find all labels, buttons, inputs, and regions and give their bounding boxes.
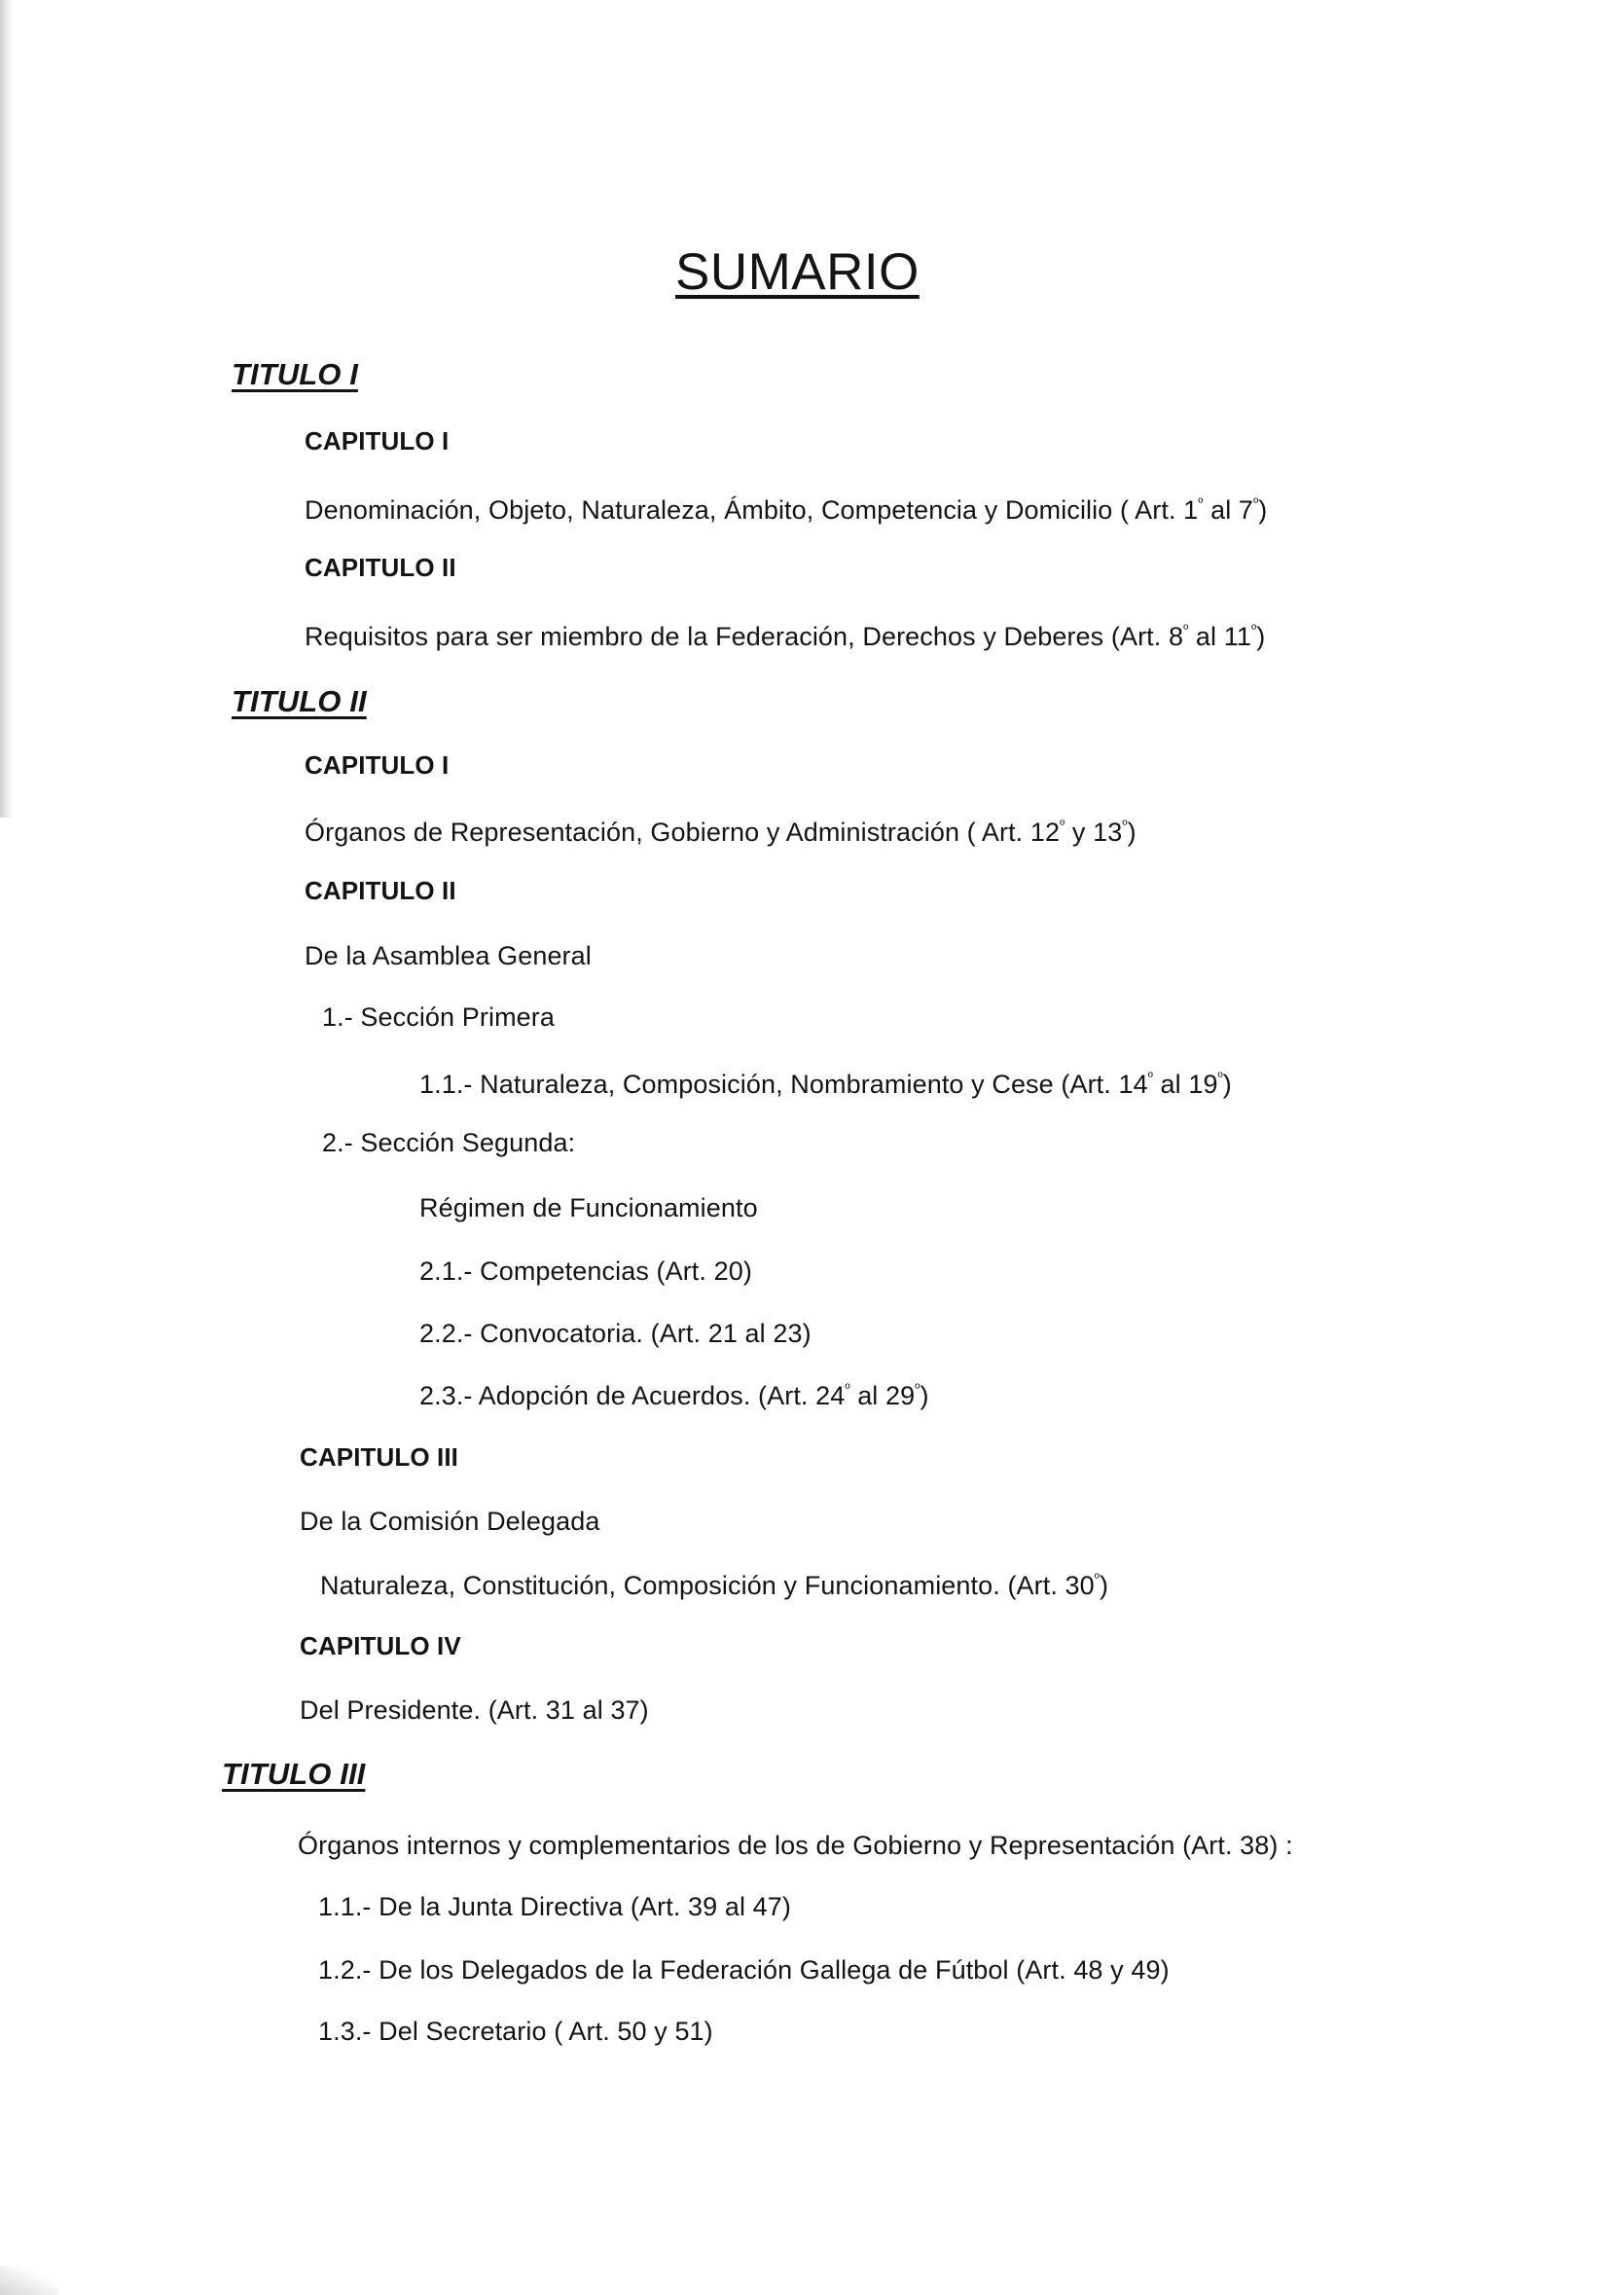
toc-entry: Denominación, Objeto, Naturaleza, Ámbito, Competencia y Domicilio ( Art. $1^º$ al $7^º$) bbox=[305, 494, 1268, 525]
capitulo-heading: CAPITULO II bbox=[305, 553, 456, 582]
capitulo-heading: CAPITULO I bbox=[305, 750, 450, 780]
toc-entry: 1.2.- De los Delegados de la Federación Gallega de Fútbol (Art. 48 y 49) bbox=[318, 1955, 1170, 1985]
document-title: SUMARIO bbox=[675, 243, 920, 301]
capitulo-heading: CAPITULO I bbox=[305, 426, 450, 455]
toc-entry: Del Presidente. (Art. 31 al 37) bbox=[300, 1695, 649, 1725]
titulo-heading: TITULO III bbox=[222, 1757, 366, 1791]
toc-entry: 1.1.- Naturaleza, Composición, Nombramiento y Cese (Art. $14^º$ al $19^º$) bbox=[419, 1069, 1232, 1099]
toc-entry: 1.3.- Del Secretario ( Art. 50 y 51) bbox=[318, 2017, 713, 2046]
toc-entry: De la Asamblea General bbox=[305, 941, 592, 970]
toc-entry: 1.- Sección Primera bbox=[322, 1002, 555, 1032]
toc-entry: De la Comisión Delegada bbox=[300, 1507, 600, 1536]
toc-entry: 2.2.- Convocatoria. (Art. 21 al 23) bbox=[419, 1319, 812, 1348]
capitulo-heading: CAPITULO II bbox=[305, 876, 456, 905]
toc-entry: Órganos internos y complementarios de los de Gobierno y Representación (Art. 38) : bbox=[298, 1831, 1293, 1860]
capitulo-heading: CAPITULO IV bbox=[300, 1631, 461, 1660]
toc-entry: Naturaleza, Constitución, Composición y Funcionamiento. (Art. $30^º$) bbox=[320, 1570, 1109, 1600]
toc-entry: 2.- Sección Segunda: bbox=[322, 1128, 576, 1157]
capitulo-heading: CAPITULO III bbox=[300, 1442, 458, 1472]
toc-entry: Requisitos para ser miembro de la Federación, Derechos y Deberes (Art. $8^º$ al $11^º$) bbox=[305, 621, 1266, 651]
toc-entry: 2.3.- Adopción de Acuerdos. (Art. $24^º$ al $29^º$) bbox=[419, 1380, 929, 1410]
toc-entry: Régimen de Funcionamiento bbox=[419, 1193, 758, 1222]
toc-entry: Órganos de Representación, Gobierno y Administración ( Art. $12^º$ y $13^º$) bbox=[305, 817, 1137, 847]
toc-entry: 1.1.- De la Junta Directiva (Art. 39 al 47) bbox=[318, 1892, 792, 1921]
toc-entry: 2.1.- Competencias (Art. 20) bbox=[419, 1257, 752, 1286]
titulo-heading: TITULO I bbox=[232, 357, 358, 391]
titulo-heading: TITULO II bbox=[232, 684, 367, 718]
